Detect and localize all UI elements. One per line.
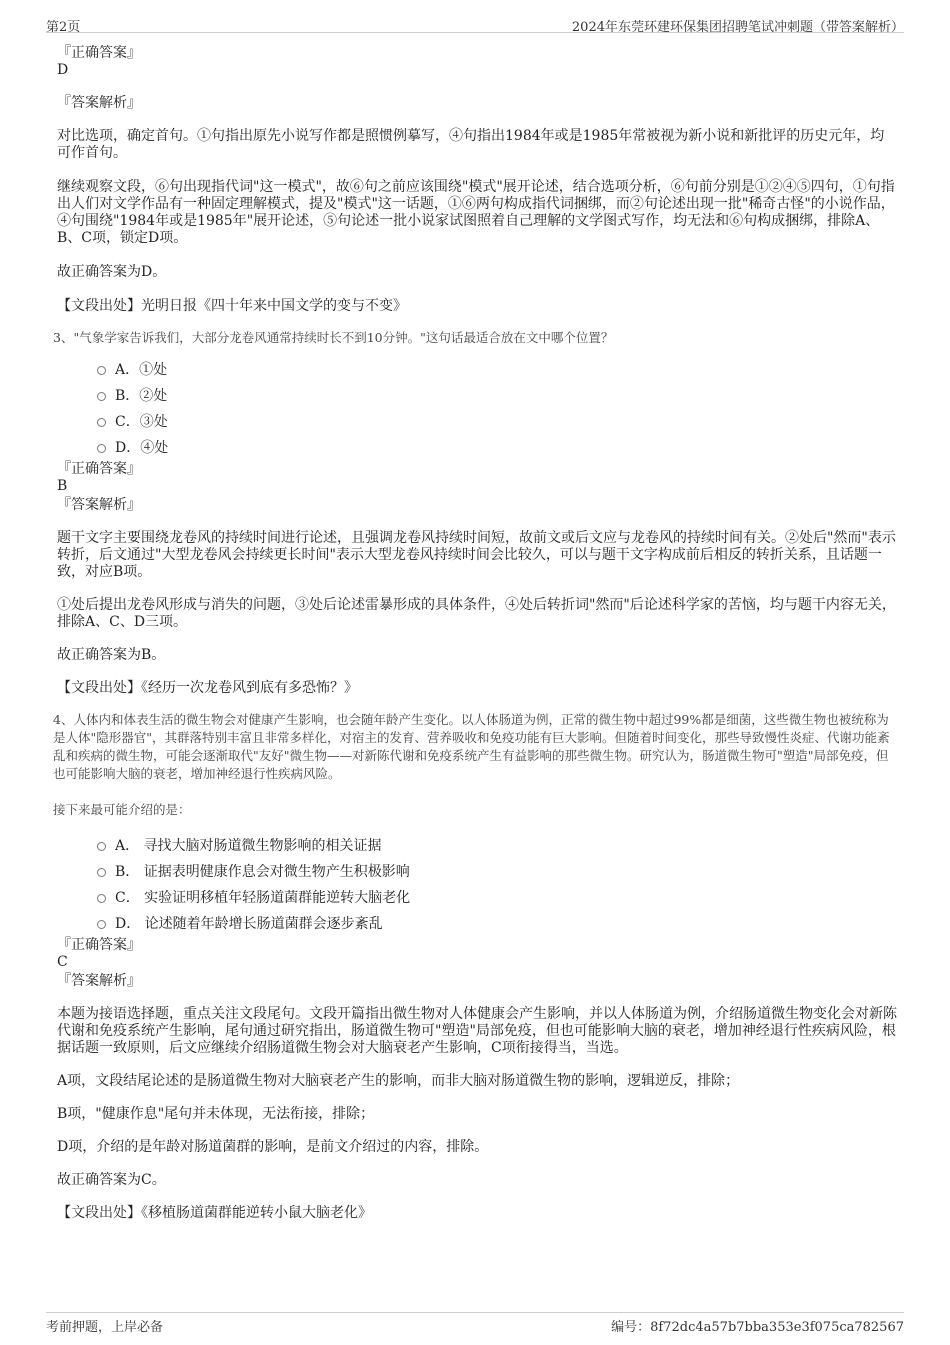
option-c[interactable]: C．③处 bbox=[97, 409, 897, 435]
source-citation: 【文段出处】《移植肠道菌群能逆转小鼠大脑老化》 bbox=[57, 1205, 372, 1221]
footer-slogan: 考前押题，上岸必备 bbox=[46, 1320, 164, 1335]
document-id: 编号：8f72dc4a57b7bba353e3f075ca782567 bbox=[611, 1320, 904, 1335]
analysis-label: 『答案解析』 bbox=[57, 497, 141, 513]
answer-label: 『正确答案』 bbox=[57, 461, 141, 477]
radio-icon[interactable] bbox=[97, 366, 106, 375]
radio-icon[interactable] bbox=[97, 868, 106, 877]
answer-label: 『正确答案』 bbox=[57, 937, 141, 953]
page-number: 第2页 bbox=[46, 20, 81, 35]
analysis-paragraph: 本题为接语选择题，重点关注文段尾句。文段开篇指出微生物对人体健康会产生影响，并以人体肠道为例，介绍肠道微生物变化会对新陈代谢和免疫系统产生影响，尾句通过研究指出，肠道微生物可"塑造"局部免疫，但也可能影响大脑的衰老，增加神经退行性疾病风险，根据话题一致原则，后文应继续介绍肠道微生物会对大脑衰老产生影响，C项衔接得当，当选。 bbox=[57, 1006, 897, 1056]
analysis-paragraph: 故正确答案为C。 bbox=[57, 1172, 166, 1188]
analysis-paragraph: 继续观察文段，⑥句出现指代词"这一模式"，故⑥句之前应该围绕"模式"展开论述，结合选项分析，⑥句前分别是①②④⑤四句，①句指出人们对文学作品有一种固定理解模式，提及"模式"这一话题，①⑥两句构成指代词捆绑，而②句论述出现一批"稀奇古怪"的小说作品，④句围绕"1984年或是1985年"展开论述，⑤句论述一批小说家试图照着自己理解的文学图式写作，均无法和⑥句构成捆绑，排除A、B、C项，锁定D项。 bbox=[57, 179, 895, 246]
analysis-paragraph: 故正确答案为D。 bbox=[57, 264, 167, 280]
analysis-label: 『答案解析』 bbox=[57, 973, 141, 989]
answer-value: B bbox=[57, 478, 68, 494]
analysis-paragraph: 故正确答案为B。 bbox=[57, 647, 166, 663]
answer-block bbox=[57, 461, 897, 514]
page-footer bbox=[46, 1312, 904, 1335]
radio-icon[interactable] bbox=[97, 894, 106, 903]
analysis-paragraph: 对比选项，确定首句。①句指出原先小说写作都是照惯例摹写，④句指出1984年或是1985年常被视为新小说和新批评的历史元年，均可作首句。 bbox=[57, 128, 885, 161]
option-list bbox=[57, 833, 897, 937]
main-content bbox=[53, 45, 897, 1222]
analysis-paragraph: A项，文段结尾论述的是肠道微生物对大脑衰老产生的影响，而非大脑对肠道微生物的影响，逻辑逆反，排除； bbox=[57, 1073, 740, 1089]
analysis-paragraph: 题干文字主要围绕龙卷风的持续时间进行论述，且强调龙卷风持续时间短，故前文或后文应与龙卷风的持续时间有关。②处后"然而"表示转折，后文通过"大型龙卷风会持续更长时间"表示大型龙卷风持续时间会比较久，可以与题干文字构成前后相反的转折关系，且话题一致，对应B项。 bbox=[57, 530, 896, 580]
option-d[interactable]: D． 论述随着年龄增长肠道菌群会逐步紊乱 bbox=[97, 911, 897, 937]
option-a[interactable]: A． 寻找大脑对肠道微生物影响的相关证据 bbox=[97, 833, 897, 859]
analysis-paragraph: D项，介绍的是年龄对肠道菌群的影响，是前文介绍过的内容，排除。 bbox=[57, 1139, 489, 1155]
option-c[interactable]: C． 实验证明移植年轻肠道菌群能逆转大脑老化 bbox=[97, 885, 897, 911]
radio-icon[interactable] bbox=[97, 920, 106, 929]
analysis-paragraph: ①处后提出龙卷风形成与消失的问题，③处后论述雷暴形成的具体条件，④处后转折词"然而"后论述科学家的苦恼，均与题干内容无关，排除A、C、D三项。 bbox=[57, 597, 896, 630]
option-d[interactable]: D．④处 bbox=[97, 435, 897, 461]
answer-value: D bbox=[57, 62, 69, 78]
analysis-label: 『答案解析』 bbox=[57, 95, 141, 111]
answer-label: 『正确答案』 bbox=[57, 45, 141, 61]
option-list bbox=[57, 357, 897, 461]
section-answer-block bbox=[57, 45, 897, 79]
radio-icon[interactable] bbox=[97, 392, 106, 401]
question-stem: 4、人体内和体表生活的微生物会对健康产生影响，也会随年龄产生变化。以人体肠道为例，正常的微生物中超过99%都是细菌，这些微生物也被统称为是人体"隐形器官"，其群落特别丰富且非常多样化，对宿主的发育、营养吸收和免疫功能有巨大影响。但随着时间变化，那些导致慢性炎症、代谢功能紊乱和疾病的微生物，可能会逐渐取代"友好"微生物——对新陈代谢和免疫系统产生有益影响的那些微生物。研究认为，肠道微生物可"塑造"局部免疫，但也可能影响大脑的衰老，增加神经退行性疾病风险。 bbox=[53, 712, 890, 781]
radio-icon[interactable] bbox=[97, 418, 106, 427]
answer-value: C bbox=[57, 954, 68, 970]
source-citation: 【文段出处】《经历一次龙卷风到底有多恐怖？》 bbox=[57, 680, 358, 696]
source-citation: 【文段出处】光明日报《四十年来中国文学的变与不变》 bbox=[57, 298, 407, 314]
option-b[interactable]: B．②处 bbox=[97, 383, 897, 409]
option-b[interactable]: B． 证据表明健康作息会对微生物产生积极影响 bbox=[97, 859, 897, 885]
answer-block bbox=[57, 937, 897, 990]
radio-icon[interactable] bbox=[97, 842, 106, 851]
radio-icon[interactable] bbox=[97, 444, 106, 453]
page-header bbox=[46, 10, 904, 33]
question-prompt: 接下来最可能介绍的是： bbox=[53, 802, 191, 817]
document-title: 2024年东莞环建环保集团招聘笔试冲刺题（带答案解析） bbox=[571, 20, 904, 35]
analysis-paragraph: B项，"健康作息"尾句并未体现，无法衔接，排除； bbox=[57, 1106, 375, 1122]
option-a[interactable]: A．①处 bbox=[97, 357, 897, 383]
question-stem: 3、"气象学家告诉我们，大部分龙卷风通常持续时长不到10分钟。"这句话最适合放在文中哪个位置？ bbox=[53, 330, 614, 345]
